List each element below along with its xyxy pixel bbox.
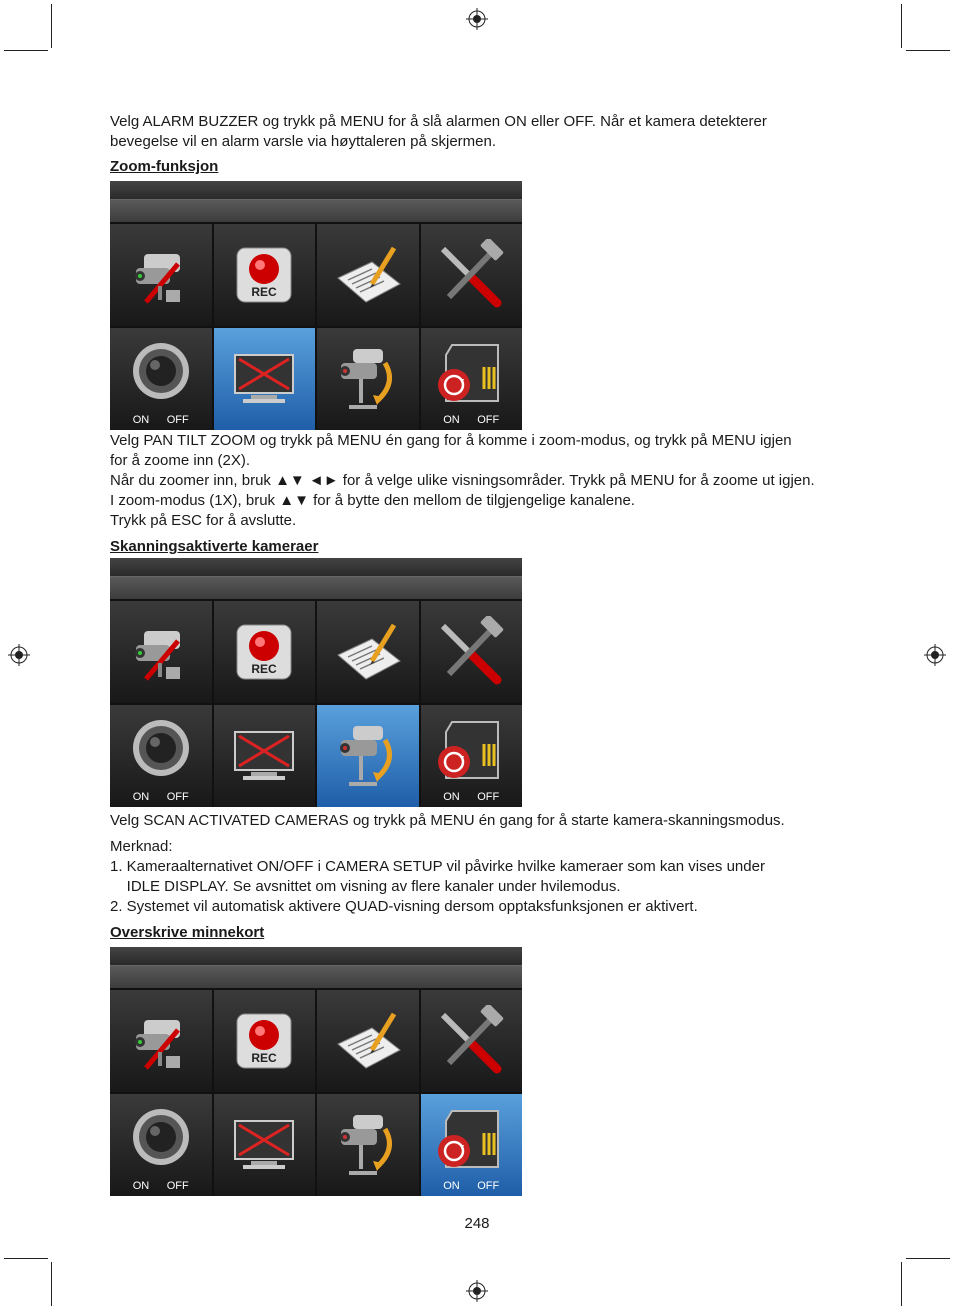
- menu-tile-speaker[interactable]: [110, 705, 212, 807]
- menu-tile-camera-setup[interactable]: [110, 990, 212, 1092]
- on-label: ON: [132, 1180, 150, 1192]
- menu-tile-tools[interactable]: [421, 990, 523, 1092]
- menu-screen-overwrite: [110, 947, 522, 1196]
- menu-tile-camera-setup[interactable]: [110, 601, 212, 703]
- on-label: ON: [443, 414, 460, 426]
- menu-tile-pan-camera[interactable]: [317, 328, 419, 430]
- scan-description: [110, 811, 855, 917]
- menu-tile-record[interactable]: [214, 224, 316, 326]
- text-line: Når du zoomer inn, bruk ▲▼ ◄► for å velge ulike visningsområder. Trykk på MENU for å zoome ut igjen.: [110, 472, 815, 489]
- off-label: OFF: [166, 791, 189, 803]
- svg-text:REC: REC: [251, 1051, 277, 1065]
- off-label: OFF: [477, 1180, 500, 1192]
- section-heading-overwrite: Overskrive minnekort: [110, 924, 265, 941]
- crop-mark: [901, 4, 902, 48]
- off-label: OFF: [477, 791, 500, 803]
- text-line: 1. Kameraalternativet ON/OFF i CAMERA SETUP vil påvirke hvilke kameraer som kan vises under: [110, 858, 765, 875]
- crop-mark: [906, 1258, 950, 1259]
- on-label: ON: [443, 1180, 460, 1192]
- crop-mark: [51, 1262, 52, 1306]
- off-label: OFF: [166, 1180, 189, 1192]
- menu-tile-pan-camera[interactable]: [317, 705, 419, 807]
- registration-mark-icon: [466, 8, 488, 30]
- menu-tile-notepad[interactable]: [317, 990, 419, 1092]
- menu-tile-tv[interactable]: [214, 1094, 316, 1196]
- on-label: ON: [132, 791, 150, 803]
- menu-top-bar: [110, 947, 522, 965]
- menu-tile-record[interactable]: [214, 601, 316, 703]
- text-line: Merknad:: [110, 838, 173, 855]
- menu-tile-sd-card[interactable]: [421, 705, 523, 807]
- menu-tile-speaker[interactable]: [110, 1094, 212, 1196]
- menu-title-bar: [110, 199, 522, 222]
- text-line: Velg SCAN ACTIVATED CAMERAS og trykk på MENU én gang for å starte kamera-skanningsmodus.: [110, 812, 785, 829]
- intro-paragraph: Velg ALARM BUZZER og trykk på MENU for å slå alarmen ON eller OFF. Når et kamera detekterer bevegelse vil en alarm varsle via høyttaleren på skjermen.: [110, 113, 767, 150]
- text-line: I zoom-modus (1X), bruk ▲▼ for å bytte den mellom de tilgjengelige kanalene.: [110, 492, 635, 509]
- registration-mark-icon: [924, 644, 946, 666]
- menu-tile-speaker[interactable]: [110, 328, 212, 430]
- crop-mark: [4, 1258, 48, 1259]
- section-heading-scan: Skanningsaktiverte kameraer: [110, 538, 319, 555]
- menu-tile-camera-setup[interactable]: [110, 224, 212, 326]
- text-line: Trykk på ESC for å avslutte.: [110, 512, 297, 529]
- off-label: OFF: [477, 414, 500, 426]
- menu-tile-sd-card[interactable]: [421, 1094, 523, 1196]
- crop-mark: [901, 1262, 902, 1306]
- svg-text:REC: REC: [251, 662, 277, 676]
- text-line: 2. Systemet vil automatisk aktivere QUAD-visning dersom opptaksfunksjonen er aktivert.: [110, 898, 698, 915]
- section-heading-zoom: Zoom-funksjon: [110, 158, 219, 175]
- menu-top-bar: [110, 181, 522, 199]
- menu-tile-sd-card[interactable]: [421, 328, 523, 430]
- menu-title-bar: [110, 965, 522, 988]
- svg-text:REC: REC: [251, 285, 277, 299]
- crop-mark: [51, 4, 52, 48]
- off-label: OFF: [166, 414, 189, 426]
- on-off-labels: [110, 791, 212, 803]
- registration-mark-icon: [466, 1280, 488, 1302]
- menu-tile-tv[interactable]: [214, 705, 316, 807]
- menu-grid: [110, 222, 522, 430]
- menu-top-bar: [110, 558, 522, 576]
- menu-screen-zoom: [110, 181, 522, 430]
- menu-tile-record[interactable]: [214, 990, 316, 1092]
- menu-grid: [110, 988, 522, 1196]
- menu-screen-scan: [110, 558, 522, 807]
- menu-title-bar: [110, 576, 522, 599]
- menu-tile-pan-camera[interactable]: [317, 1094, 419, 1196]
- menu-grid: [110, 599, 522, 807]
- menu-tile-tv[interactable]: [214, 328, 316, 430]
- menu-tile-notepad[interactable]: [317, 601, 419, 703]
- text-line: for å zoome inn (2X).: [110, 452, 251, 469]
- on-label: ON: [132, 414, 150, 426]
- registration-mark-icon: [8, 644, 30, 666]
- on-off-labels: [421, 414, 523, 426]
- menu-tile-tools[interactable]: [421, 601, 523, 703]
- crop-mark: [906, 50, 950, 51]
- text-line: IDLE DISPLAY. Se avsnittet om visning av flere kanaler under hvilemodus.: [110, 878, 621, 895]
- page-number: 248: [464, 1215, 490, 1232]
- menu-tile-tools[interactable]: [421, 224, 523, 326]
- on-off-labels: [421, 1180, 523, 1192]
- on-off-labels: [110, 1180, 212, 1192]
- on-off-labels: [421, 791, 523, 803]
- menu-tile-notepad[interactable]: [317, 224, 419, 326]
- on-off-labels: [110, 414, 212, 426]
- on-label: ON: [443, 791, 460, 803]
- text-line: Velg PAN TILT ZOOM og trykk på MENU én gang for å komme i zoom-modus, og trykk på MENU igjen: [110, 432, 792, 449]
- zoom-description: [110, 431, 855, 531]
- crop-mark: [4, 50, 48, 51]
